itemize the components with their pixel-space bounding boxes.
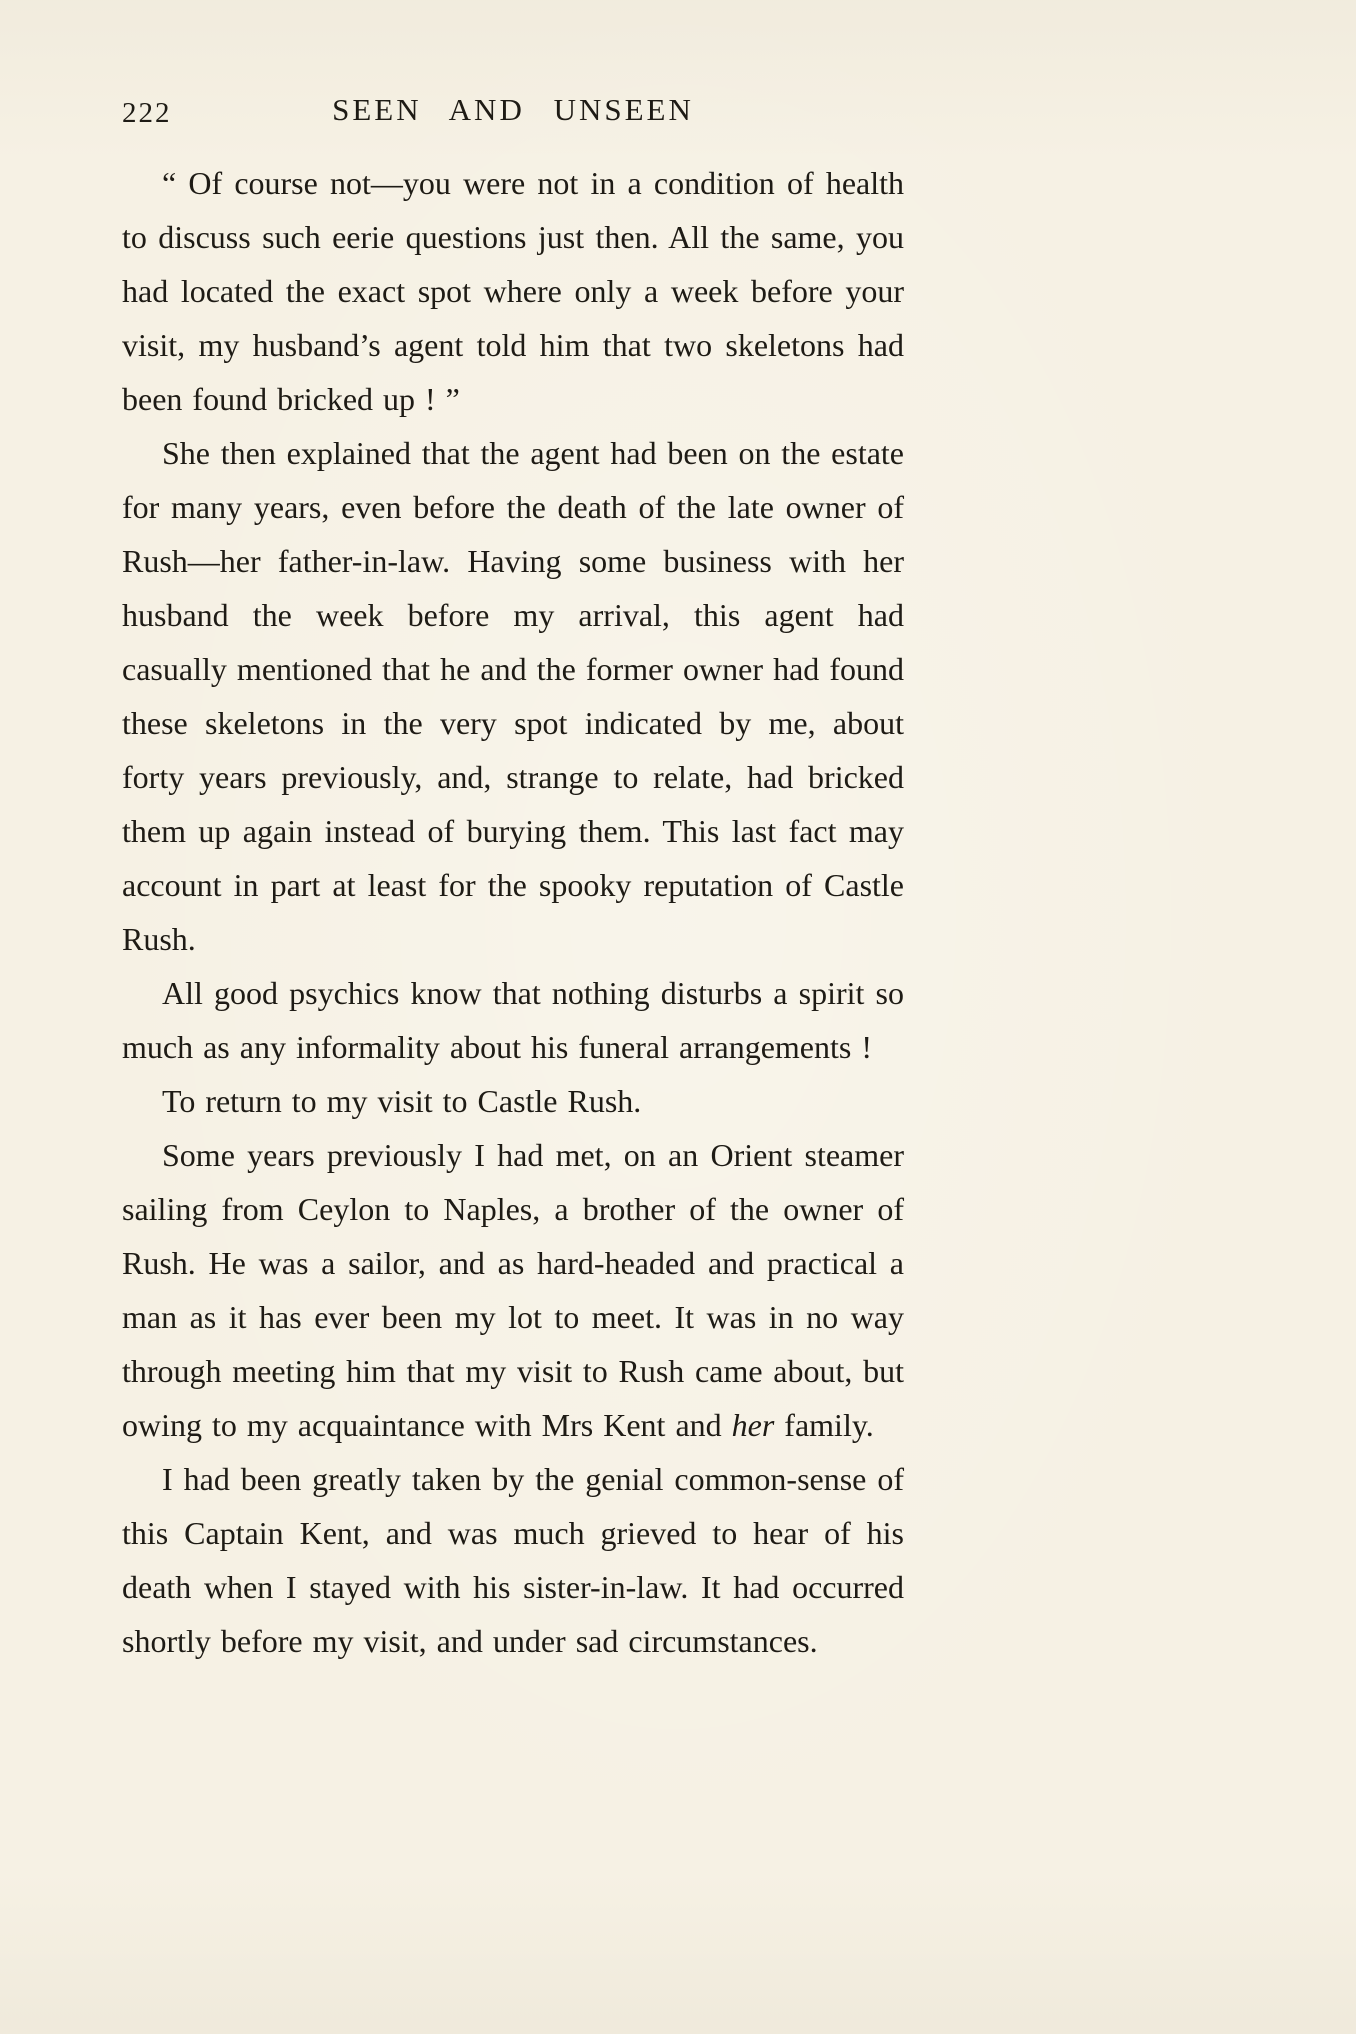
text-run: All good psychics know that nothing disturbs a spirit so much as any informality about his funeral arrangements !	[122, 975, 904, 1065]
text-run: family.	[774, 1407, 874, 1443]
text-run: I had been greatly taken by the genial common-sense of this Captain Kent, and was much grieved to hear of his death when I stayed with his sister-in-law. It had occurred shortly before my visit, and under sad circumstances.	[122, 1461, 904, 1659]
paragraph	[122, 1128, 904, 1452]
paragraph	[122, 966, 904, 1074]
paragraph	[122, 156, 904, 426]
text-run: Some years previously I had met, on an Orient steamer sailing from Ceylon to Naples, a brother of the owner of Rush. He was a sailor, and as hard-headed and practical a man as it has ever been my lot to meet. It was in no way through meeting him that my visit to Rush came about, but owing to my acquaintance with Mrs Kent and	[122, 1137, 904, 1443]
page-header	[122, 92, 904, 140]
text-run: To return to my visit to Castle Rush.	[162, 1083, 642, 1119]
italic-text-run: her	[731, 1407, 775, 1443]
running-title: SEEN AND UNSEEN	[332, 92, 694, 127]
page-number: 222	[122, 97, 172, 129]
paragraph	[122, 1452, 904, 1668]
paragraph	[122, 1074, 904, 1128]
paragraph	[122, 426, 904, 966]
text-run: She then explained that the agent had been on the estate for many years, even before the death of the late owner of Rush—her father-in-law. Having some business with her husband the week before my arrival, this agent had casually mentioned that he and the former owner had found these skeletons in the very spot indicated by me, about forty years previously, and, strange to relate, had bricked them up again instead of burying them. This last fact may account in part at least for the spooky reputation of Castle Rush.	[122, 435, 904, 957]
text-run: “ Of course not—you were not in a condition of health to discuss such eerie questions just then. All the same, you had located the exact spot where only a week before your visit, my husband’s agent told him that two skeletons had been found bricked up ! ”	[122, 165, 904, 417]
page-paragraphs	[122, 156, 904, 1668]
